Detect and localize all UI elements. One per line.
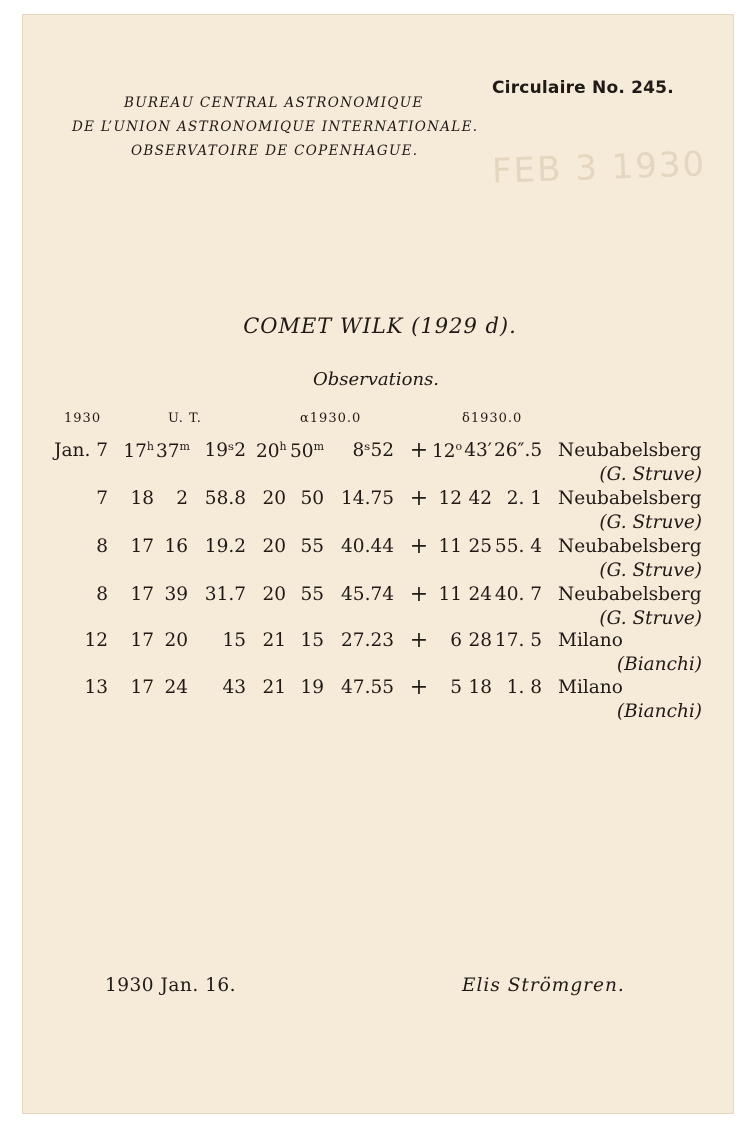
obs-dec-degrees: 11	[438, 584, 462, 605]
obs-dec-sign: +	[409, 534, 429, 559]
obs-dec-minutes: 25	[468, 536, 492, 557]
obs-dec-minutes: 18	[468, 677, 492, 698]
obs-ut-minutes: 37$^m$	[156, 440, 190, 462]
obs-date: 13	[84, 677, 108, 698]
column-header-ra: α1930.0	[300, 411, 362, 426]
obs-ut-minutes: 16	[164, 536, 188, 557]
obs-observatory: Neubabelsberg	[558, 584, 702, 605]
obs-ra-seconds: 47.55	[341, 677, 394, 698]
obs-dec-minutes: 43′	[464, 440, 492, 461]
table-row	[0, 584, 740, 632]
obs-observer: (G. Struve)	[599, 464, 702, 485]
signature: Elis Strömgren.	[462, 975, 625, 996]
obs-observer: (Bianchi)	[616, 701, 702, 722]
obs-date: Jan. 7	[54, 440, 108, 461]
obs-observatory: Neubabelsberg	[558, 440, 702, 461]
obs-ra-minutes: 55	[300, 584, 324, 605]
obs-ut-seconds: 58.8	[204, 488, 246, 509]
obs-ra-seconds: 14.75	[341, 488, 394, 509]
obs-observatory: Neubabelsberg	[558, 488, 702, 509]
table-row	[0, 488, 740, 536]
header-bureau: BUREAU CENTRAL ASTRONOMIQUE	[124, 95, 424, 111]
obs-ut-minutes: 39	[164, 584, 188, 605]
section-subtitle: Observations.	[312, 369, 440, 390]
obs-dec-seconds: 40. 7	[494, 584, 542, 605]
obs-ra-hours: 21	[262, 630, 286, 651]
table-row	[0, 677, 740, 725]
obs-dec-seconds: 17. 5	[494, 630, 542, 651]
obs-ra-minutes: 55	[300, 536, 324, 557]
obs-date: 12	[84, 630, 108, 651]
obs-date: 8	[96, 536, 108, 557]
comet-title: COMET WILK (1929 d).	[243, 314, 517, 338]
obs-dec-degrees: 12$^o$	[432, 440, 463, 462]
obs-dec-degrees: 5	[450, 677, 462, 698]
table-row	[0, 536, 740, 584]
header-observatory: OBSERVATOIRE DE COPENHAGUE.	[131, 143, 419, 159]
obs-observatory: Neubabelsberg	[558, 536, 702, 557]
obs-dec-sign: +	[409, 486, 429, 511]
obs-ut-hours: 17$^h$	[123, 440, 154, 462]
obs-dec-seconds: 2. 1	[506, 488, 542, 509]
obs-ra-hours: 20	[262, 584, 286, 605]
header-union: DE L’UNION ASTRONOMIQUE INTERNATIONALE.	[72, 119, 479, 135]
obs-dec-sign: +	[409, 438, 429, 463]
circular-number: Circulaire No. 245.	[492, 78, 674, 98]
obs-ra-hours: 21	[262, 677, 286, 698]
column-header-dec: δ1930.0	[462, 411, 523, 426]
received-stamp: FEB 3 1930	[491, 144, 707, 192]
obs-dec-sign: +	[409, 582, 429, 607]
obs-ut-hours: 17	[130, 584, 154, 605]
obs-observer: (G. Struve)	[599, 560, 702, 581]
obs-date: 7	[96, 488, 108, 509]
issue-date: 1930 Jan. 16.	[105, 975, 237, 996]
obs-ra-hours: 20$^h$	[256, 440, 287, 462]
obs-ra-seconds: 8ˢ52	[352, 440, 394, 461]
obs-ra-hours: 20	[262, 488, 286, 509]
obs-date: 8	[96, 584, 108, 605]
obs-dec-degrees: 11	[438, 536, 462, 557]
obs-ra-hours: 20	[262, 536, 286, 557]
obs-ra-minutes: 50	[300, 488, 324, 509]
obs-ut-minutes: 20	[164, 630, 188, 651]
obs-ut-minutes: 24	[164, 677, 188, 698]
obs-ut-seconds: 43	[222, 677, 246, 698]
obs-ra-minutes: 15	[300, 630, 324, 651]
obs-ra-seconds: 27.23	[341, 630, 394, 651]
obs-observatory: Milano	[558, 630, 623, 651]
obs-ra-seconds: 45.74	[341, 584, 394, 605]
obs-observer: (Bianchi)	[616, 654, 702, 675]
obs-ut-seconds: 31.7	[204, 584, 246, 605]
obs-ut-hours: 17	[130, 630, 154, 651]
obs-dec-sign: +	[409, 675, 429, 700]
obs-dec-seconds: 55. 4	[494, 536, 542, 557]
obs-observer: (G. Struve)	[599, 512, 702, 533]
obs-observatory: Milano	[558, 677, 623, 698]
obs-dec-seconds: 26″.5	[494, 440, 543, 461]
obs-ut-hours: 18	[130, 488, 154, 509]
obs-dec-seconds: 1. 8	[506, 677, 542, 698]
obs-dec-minutes: 28	[468, 630, 492, 651]
column-header-ut: U. T.	[168, 411, 202, 426]
obs-dec-degrees: 12	[438, 488, 462, 509]
obs-ut-minutes: 2	[176, 488, 188, 509]
table-row	[0, 630, 740, 678]
obs-dec-degrees: 6	[450, 630, 462, 651]
obs-dec-sign: +	[409, 628, 429, 653]
obs-ut-seconds: 15	[222, 630, 246, 651]
table-row	[0, 440, 740, 488]
obs-ut-hours: 17	[130, 536, 154, 557]
obs-ra-minutes: 50$^m$	[290, 440, 324, 462]
obs-ut-seconds: 19ˢ2	[204, 440, 246, 461]
obs-ut-seconds: 19.2	[204, 536, 246, 557]
column-header-year: 1930	[64, 411, 102, 426]
obs-ra-minutes: 19	[300, 677, 324, 698]
obs-ut-hours: 17	[130, 677, 154, 698]
obs-ra-seconds: 40.44	[341, 536, 394, 557]
obs-dec-minutes: 24	[468, 584, 492, 605]
obs-dec-minutes: 42	[468, 488, 492, 509]
obs-observer: (G. Struve)	[599, 608, 702, 629]
